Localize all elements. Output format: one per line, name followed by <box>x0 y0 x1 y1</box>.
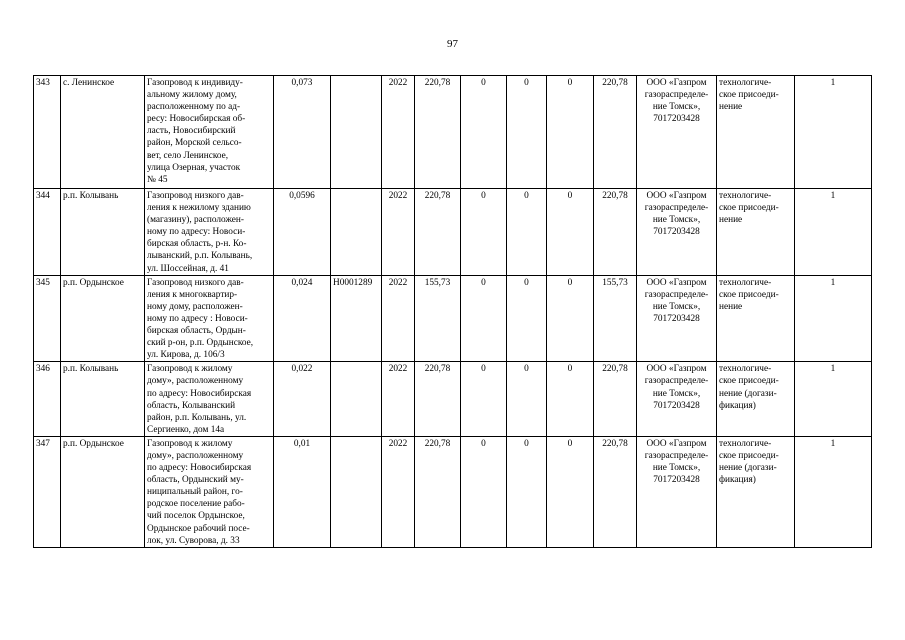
cell-locality: с. Ленинское <box>61 76 145 189</box>
cell-description-line: ления к многоквартир- <box>147 289 238 300</box>
cell-count: 1 <box>795 275 872 362</box>
cell-description-line: дому», расположенному <box>147 450 244 461</box>
cell-description-line: бирская область, Ордын- <box>147 326 246 337</box>
cell-code <box>331 436 382 547</box>
cell-value-1: 0 <box>461 436 507 547</box>
cell-number: 343 <box>34 76 61 189</box>
cell-number: 346 <box>34 362 61 437</box>
cell-purpose-line: фикация) <box>719 475 756 486</box>
cell-description-line: Газопровод низкого дав- <box>147 277 244 288</box>
cell-description-line: область, Колыванский <box>147 400 236 411</box>
cell-purpose-line: нение <box>719 102 743 113</box>
cell-description-line: Газопровод к жилому <box>147 364 233 375</box>
cell-year: 2022 <box>382 189 415 276</box>
data-table <box>33 75 872 548</box>
cell-code: Н0001289 <box>331 275 382 362</box>
cell-locality: р.п. Ордынское <box>61 275 145 362</box>
cell-value-2: 0 <box>507 362 547 437</box>
cell-amount: 220,78 <box>415 76 461 189</box>
cell-locality: р.п. Ордынское <box>61 436 145 547</box>
table-body <box>34 76 872 548</box>
cell-description-line: ному по адресу : Новоси- <box>147 313 248 324</box>
cell-description-line: ласть, Новосибирский <box>147 126 236 137</box>
cell-purpose <box>717 275 795 362</box>
cell-description <box>145 275 274 362</box>
cell-organization <box>637 436 717 547</box>
cell-total: 220,78 <box>594 436 637 547</box>
cell-organization-line: ООО «Газпром <box>646 277 707 288</box>
cell-amount: 220,78 <box>415 362 461 437</box>
page-number: 97 <box>447 38 458 50</box>
cell-description-line: ному по адресу: Новоси- <box>147 227 246 238</box>
cell-count: 1 <box>795 189 872 276</box>
cell-locality: р.п. Колывань <box>61 189 145 276</box>
cell-organization-line: газораспределе- <box>644 450 709 461</box>
cell-organization <box>637 189 717 276</box>
cell-organization <box>637 362 717 437</box>
cell-description <box>145 189 274 276</box>
cell-organization-line: газораспределе- <box>644 90 709 101</box>
cell-description-line: Ордынское рабочий посе- <box>147 523 250 534</box>
cell-description <box>145 436 274 547</box>
cell-purpose-line: нение (догази- <box>719 388 777 399</box>
cell-value-1: 0 <box>461 76 507 189</box>
cell-purpose-line: нение <box>719 215 743 226</box>
cell-year: 2022 <box>382 275 415 362</box>
cell-total: 155,73 <box>594 275 637 362</box>
cell-description-line: чий поселок Ордынское, <box>147 511 245 522</box>
cell-organization-line: 7017203428 <box>653 400 700 411</box>
cell-total: 220,78 <box>594 189 637 276</box>
cell-code <box>331 189 382 276</box>
cell-organization-line: 7017203428 <box>653 475 700 486</box>
cell-purpose-line: нение <box>719 301 743 312</box>
cell-locality: р.п. Колывань <box>61 362 145 437</box>
cell-purpose-line: ское присоеди- <box>719 90 779 101</box>
cell-length: 0,024 <box>274 275 331 362</box>
cell-count: 1 <box>795 76 872 189</box>
cell-description-line: (магазину), расположен- <box>147 215 244 226</box>
cell-value-2: 0 <box>507 436 547 547</box>
table-row <box>34 436 872 547</box>
cell-value-3: 0 <box>547 76 594 189</box>
table-row <box>34 189 872 276</box>
cell-purpose-line: технологиче- <box>719 277 772 288</box>
cell-value-1: 0 <box>461 362 507 437</box>
cell-value-3: 0 <box>547 275 594 362</box>
cell-number: 345 <box>34 275 61 362</box>
cell-purpose-line: фикация) <box>719 400 756 411</box>
cell-code <box>331 362 382 437</box>
cell-description-line: лок, ул. Суворова, д. 33 <box>147 535 240 546</box>
cell-description-line: ному дому, расположен- <box>147 301 243 312</box>
cell-organization-line: ООО «Газпром <box>646 78 707 88</box>
cell-description-line: Газопровод к индивиду- <box>147 78 243 88</box>
cell-year: 2022 <box>382 362 415 437</box>
table-row <box>34 362 872 437</box>
cell-value-1: 0 <box>461 275 507 362</box>
cell-value-2: 0 <box>507 275 547 362</box>
cell-length: 0,0596 <box>274 189 331 276</box>
cell-organization-line: ние Томск», <box>652 463 701 474</box>
cell-organization-line: 7017203428 <box>653 313 700 324</box>
cell-organization-line: газораспределе- <box>644 376 709 387</box>
cell-description-line: № 45 <box>147 174 168 185</box>
cell-description-line: ул. Шоссейная, д. 41 <box>147 263 229 274</box>
cell-purpose-line: технологиче- <box>719 78 772 88</box>
cell-purpose-line: ское присоеди- <box>719 376 779 387</box>
cell-description-line: вет, село Ленинское, <box>147 150 229 161</box>
cell-amount: 155,73 <box>415 275 461 362</box>
cell-year: 2022 <box>382 436 415 547</box>
cell-purpose-line: технологиче- <box>719 191 772 201</box>
cell-organization-line: 7017203428 <box>653 114 700 125</box>
cell-length: 0,073 <box>274 76 331 189</box>
cell-description <box>145 76 274 189</box>
cell-total: 220,78 <box>594 362 637 437</box>
cell-value-2: 0 <box>507 76 547 189</box>
cell-purpose-line: ское присоеди- <box>719 450 779 461</box>
table-row <box>34 275 872 362</box>
cell-description-line: ский р-он, р.п. Ордынское, <box>147 338 254 349</box>
cell-description-line: дому», расположенному <box>147 376 244 387</box>
cell-purpose-line: нение (догази- <box>719 463 777 474</box>
cell-organization-line: ние Томск», <box>652 215 701 226</box>
cell-organization <box>637 76 717 189</box>
cell-description-line: бирская область, р-н. Ко- <box>147 239 247 250</box>
cell-count: 1 <box>795 362 872 437</box>
cell-description-line: район, Морской сельсо- <box>147 138 242 149</box>
cell-value-3: 0 <box>547 189 594 276</box>
cell-organization <box>637 275 717 362</box>
cell-purpose <box>717 362 795 437</box>
cell-value-2: 0 <box>507 189 547 276</box>
cell-year: 2022 <box>382 76 415 189</box>
cell-count: 1 <box>795 436 872 547</box>
cell-organization-line: ООО «Газпром <box>646 191 707 201</box>
cell-organization-line: 7017203428 <box>653 227 700 238</box>
table-row <box>34 76 872 189</box>
cell-amount: 220,78 <box>415 189 461 276</box>
cell-value-1: 0 <box>461 189 507 276</box>
cell-description-line: ления к нежилому зданию <box>147 203 251 214</box>
cell-description-line: по адресу: Новосибирская <box>147 463 252 474</box>
cell-length: 0,01 <box>274 436 331 547</box>
cell-description-line: Газопровод низкого дав- <box>147 191 244 201</box>
cell-organization-line: ние Томск», <box>652 388 701 399</box>
cell-number: 344 <box>34 189 61 276</box>
cell-organization-line: ООО «Газпром <box>646 364 707 375</box>
cell-length: 0,022 <box>274 362 331 437</box>
cell-value-3: 0 <box>547 362 594 437</box>
cell-purpose <box>717 436 795 547</box>
cell-description-line: по адресу: Новосибирская <box>147 388 252 399</box>
cell-organization-line: ние Томск», <box>652 301 701 312</box>
cell-value-3: 0 <box>547 436 594 547</box>
cell-organization-line: ние Томск», <box>652 102 701 113</box>
cell-description-line: альному жилому дому, <box>147 90 237 101</box>
cell-organization-line: газораспределе- <box>644 289 709 300</box>
cell-description-line: район, р.п. Колывань, ул. <box>147 412 247 423</box>
cell-purpose-line: ское присоеди- <box>719 289 779 300</box>
cell-purpose-line: ское присоеди- <box>719 203 779 214</box>
cell-organization-line: газораспределе- <box>644 203 709 214</box>
cell-description-line: родское поселение рабо- <box>147 499 245 510</box>
cell-description-line: Газопровод к жилому <box>147 438 233 449</box>
cell-description-line: ресу: Новосибирская об- <box>147 114 246 125</box>
cell-description-line: улица Озерная, участок <box>147 162 241 173</box>
cell-purpose-line: технологиче- <box>719 364 772 375</box>
cell-organization-line: ООО «Газпром <box>646 438 707 449</box>
cell-description-line: лыванский, р.п. Колывань, <box>147 251 253 262</box>
cell-purpose <box>717 76 795 189</box>
cell-code <box>331 76 382 189</box>
cell-total: 220,78 <box>594 76 637 189</box>
cell-description-line: расположенному по ад- <box>147 102 241 113</box>
cell-description-line: ниципальный район, го- <box>147 487 243 498</box>
cell-purpose-line: технологиче- <box>719 438 772 449</box>
cell-description-line: область, Ордынский му- <box>147 475 244 486</box>
cell-description <box>145 362 274 437</box>
cell-number: 347 <box>34 436 61 547</box>
cell-amount: 220,78 <box>415 436 461 547</box>
cell-description-line: Сергиенко, дом 14а <box>147 424 225 435</box>
cell-description-line: ул. Кирова, д. 106/3 <box>147 350 225 361</box>
cell-purpose <box>717 189 795 276</box>
